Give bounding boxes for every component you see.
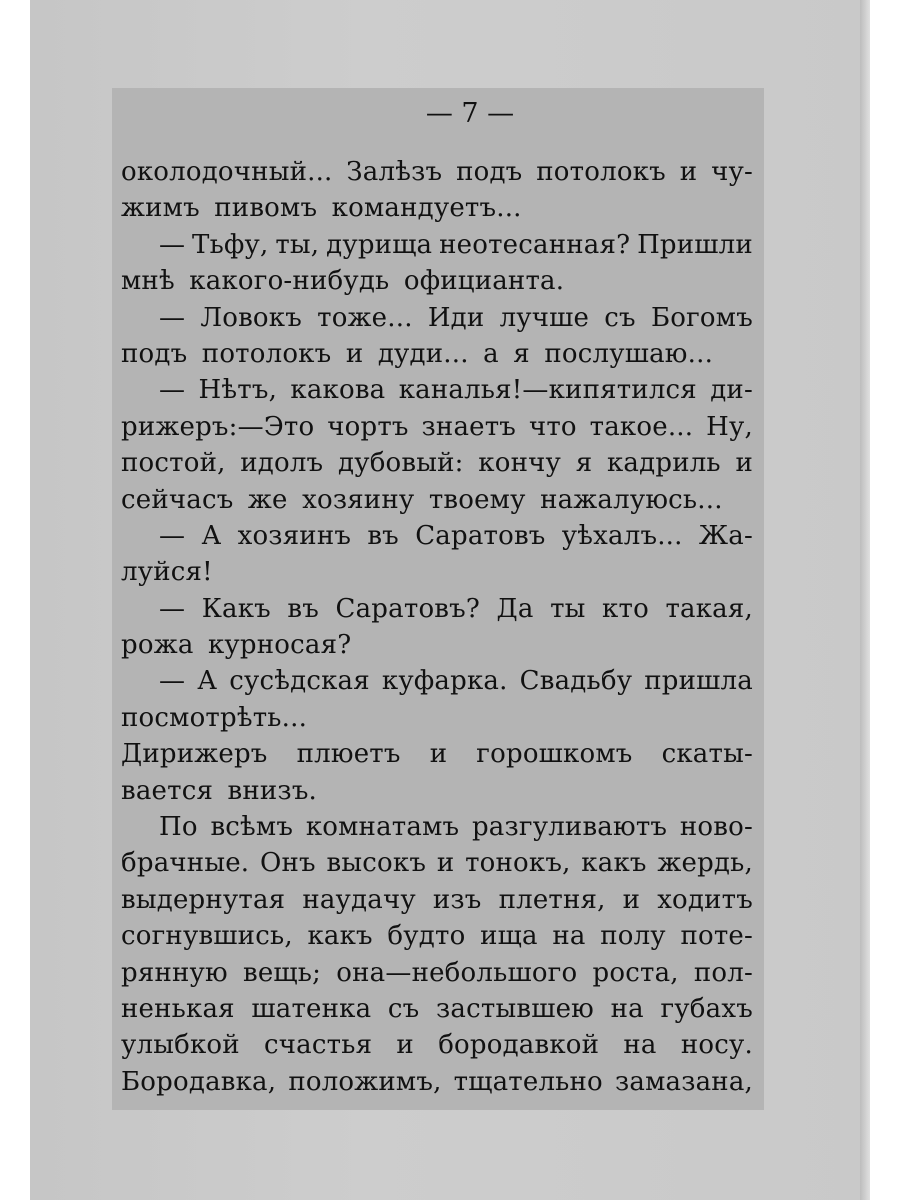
scan-edge [860,0,870,1200]
text-line: По всѣмъ комнатамъ разгуливаютъ ново- [159,812,753,843]
text-line: — А хозяинъ въ Саратовъ уѣхалъ... Жа- [159,520,753,551]
page-number [0,98,900,129]
text-line: луйся! [121,557,213,588]
text-line: сейчасъ же хозяину твоему нажалуюсь... [121,484,723,515]
text-line: жимъ пивомъ командуетъ... [121,193,522,224]
text-line: — Какъ въ Саратовъ? Да ты кто такая, [159,593,753,624]
page-number-label: — 7 — [425,98,515,129]
text-line: ненькая шатенка съ застывшею на губахъ [121,993,753,1024]
text-line: Бородавка, положимъ, тщательно замазана, [121,1066,753,1097]
text-line: — Тьфу, ты, дурища неотесанная? Пришли [159,229,753,260]
text-line: улыбкой счастья и бородавкой на носу. [121,1030,753,1061]
text-line: согнувшись, какъ будто ища на полу поте- [121,921,753,952]
body-text [121,154,753,1100]
text-line: мнѣ какого-нибудь официанта. [121,266,565,297]
text-line: рянную вещь; она—небольшого роста, пол- [121,957,753,988]
text-line: брачные. Онъ высокъ и тонокъ, какъ жердь, [121,848,753,879]
text-line: посмотрѣть... [121,702,308,733]
text-line: Дирижеръ плюетъ и горошкомъ скаты- [121,739,753,770]
text-line: околодочный... Залѣзъ подъ потолокъ и чу- [121,157,753,187]
text-line: выдернутая наудачу изъ плетня, и ходитъ [121,884,753,915]
text-line: рижеръ:—Это чортъ знаетъ что такое... Ну, [121,411,753,442]
text-line: вается внизъ. [121,775,318,806]
text-line: — Ловокъ тоже... Иди лучше съ Богомъ [159,302,753,333]
text-line: — Нѣтъ, какова каналья!—кипятился ди- [159,375,753,406]
text-line: подъ потолокъ и дуди... а я послушаю... [121,338,714,369]
text-line: постой, идолъ дубовый: кончу я кадриль и [121,448,753,479]
text-line: рожа курносая? [121,630,352,661]
text-line: — А сусѣдская куфарка. Свадьбу пришла [159,666,753,697]
